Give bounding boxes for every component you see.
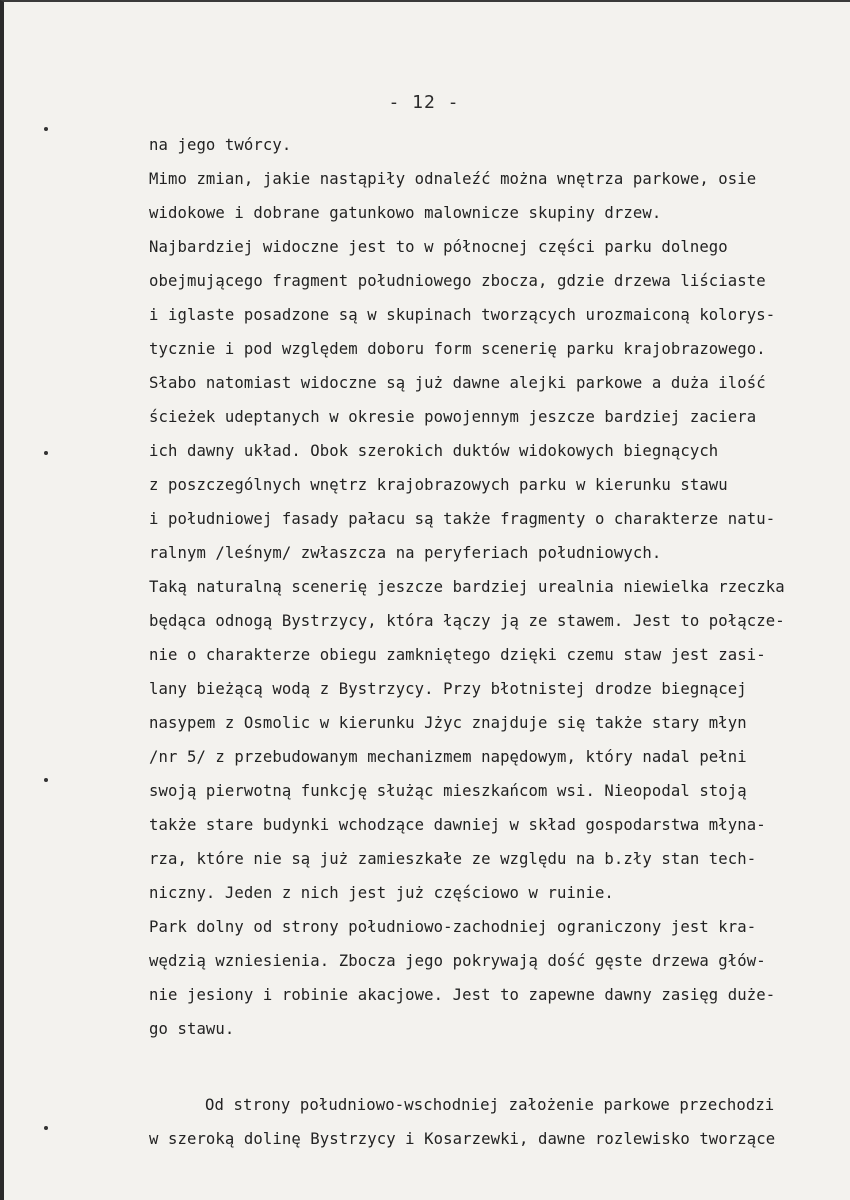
text-line: nie o charakterze obiegu zamkniętego dzięki czemu staw jest zasi- <box>149 646 766 664</box>
margin-dot <box>44 778 48 782</box>
text-line: lany bieżącą wodą z Bystrzycy. Przy błotnistej drodze biegnącej <box>149 680 747 698</box>
text-line: także stare budynki wchodzące dawniej w skład gospodarstwa młyna- <box>149 816 766 834</box>
text-line: Słabo natomiast widoczne są już dawne alejki parkowe a duża ilość <box>149 374 766 392</box>
text-line: Od strony południowo-wschodniej założenie parkowe przechodzi <box>205 1096 775 1114</box>
text-line: na jego twórcy. <box>149 136 292 154</box>
paragraph-gap <box>149 1046 850 1088</box>
text-line: ralnym /leśnym/ zwłaszcza na peryferiach południowych. <box>149 544 662 562</box>
text-line: widokowe i dobrane gatunkowo malownicze skupiny drzew. <box>149 204 662 222</box>
text-line: w szeroką dolinę Bystrzycy i Kosarzewki, dawne rozlewisko tworzące <box>149 1130 776 1148</box>
text-line: go stawu. <box>149 1020 235 1038</box>
text-line: ich dawny układ. Obok szerokich duktów widokowych biegnących <box>149 442 719 460</box>
text-line: i iglaste posadzone są w skupinach tworzących urozmaiconą kolorys- <box>149 306 776 324</box>
text-line: ścieżek udeptanych w okresie powojennym jeszcze bardziej zaciera <box>149 408 757 426</box>
text-line: z poszczególnych wnętrz krajobrazowych parku w kierunku stawu <box>149 476 728 494</box>
text-line: niczny. Jeden z nich jest już częściowo w ruinie. <box>149 884 614 902</box>
text-line: tycznie i pod względem doboru form scenerię parku krajobrazowego. <box>149 340 766 358</box>
text-line: rza, które nie są już zamieszkałe ze względu na b.zły stan tech- <box>149 850 757 868</box>
text-line: swoją pierwotną funkcję służąc mieszkańcom wsi. Nieopodal stoją <box>149 782 747 800</box>
text-line: nasypem z Osmolic w kierunku Jżyc znajduje się także stary młyn <box>149 714 747 732</box>
text-line: Mimo zmian, jakie nastąpiły odnaleźć można wnętrza parkowe, osie <box>149 170 757 188</box>
text-line: wędzią wzniesienia. Zbocza jego pokrywają dość gęste drzewa głów- <box>149 952 766 970</box>
margin-dot <box>44 1126 48 1130</box>
page-number: - 12 - <box>388 92 460 113</box>
text-line: i południowej fasady pałacu są także fragmenty o charakterze natu- <box>149 510 776 528</box>
margin-dot <box>44 451 48 455</box>
body-text <box>149 128 850 1156</box>
text-line: obejmującego fragment południowego zbocza, gdzie drzewa liściaste <box>149 272 766 290</box>
text-line: Najbardziej widoczne jest to w północnej części parku dolnego <box>149 238 728 256</box>
text-line: Taką naturalną scenerię jeszcze bardziej urealnia niewielka rzeczka <box>149 578 785 596</box>
text-line: będąca odnogą Bystrzycy, która łączy ją ze stawem. Jest to połącze- <box>149 612 785 630</box>
text-line: /nr 5/ z przebudowanym mechanizmem napędowym, który nadal pełni <box>149 748 747 766</box>
text-line: Park dolny od strony południowo-zachodniej ograniczony jest kra- <box>149 918 757 936</box>
margin-dot <box>44 127 48 131</box>
text-line: nie jesiony i robinie akacjowe. Jest to zapewne dawny zasięg duże- <box>149 986 776 1004</box>
